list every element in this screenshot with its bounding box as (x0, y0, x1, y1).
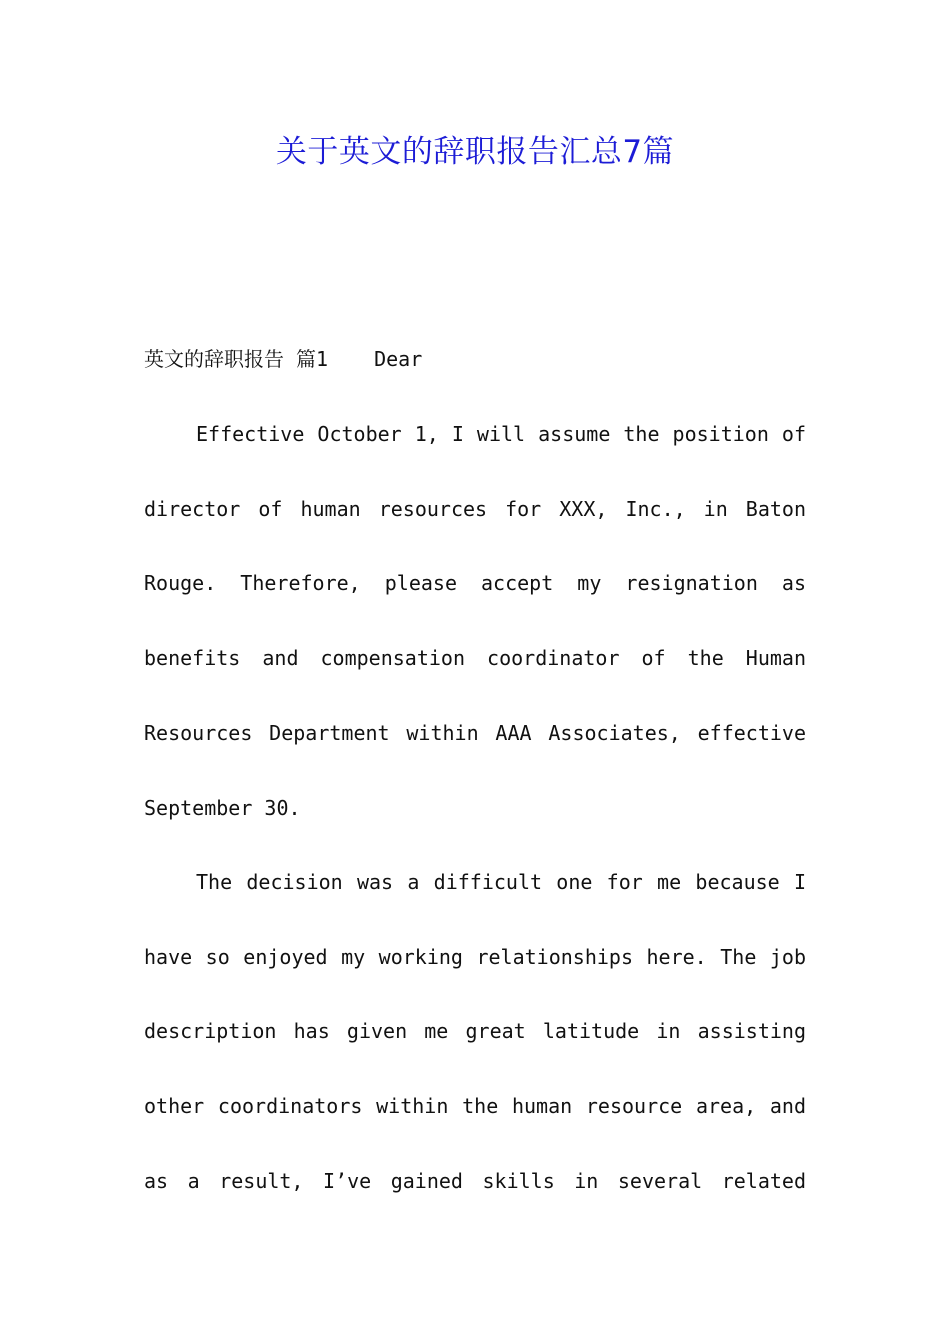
paragraph-block-2 (144, 845, 806, 1219)
paragraph: Effective October 1, I will assume the position of director of human resources for XXX, Inc., in Baton Rouge. Therefore, please accept my resignation as benefits and compensation coordinator of the Human Resources Department within AAA Associates, effective September 30. (144, 422, 806, 820)
document-title: 关于英文的辞职报告汇总7篇 (275, 134, 675, 170)
section-heading: 英文的辞职报告 篇1 (144, 347, 329, 371)
paragraph-block-1 (144, 397, 806, 845)
paragraph: The decision was a difficult one for me because I have so enjoyed my working relationships here. The job description has given me great latitude in assisting other coordinators within the human resource area, and as a result, I’ve gained skills in several related (144, 870, 806, 1193)
section-heading-line (144, 322, 806, 396)
salutation: Dear (374, 347, 423, 371)
